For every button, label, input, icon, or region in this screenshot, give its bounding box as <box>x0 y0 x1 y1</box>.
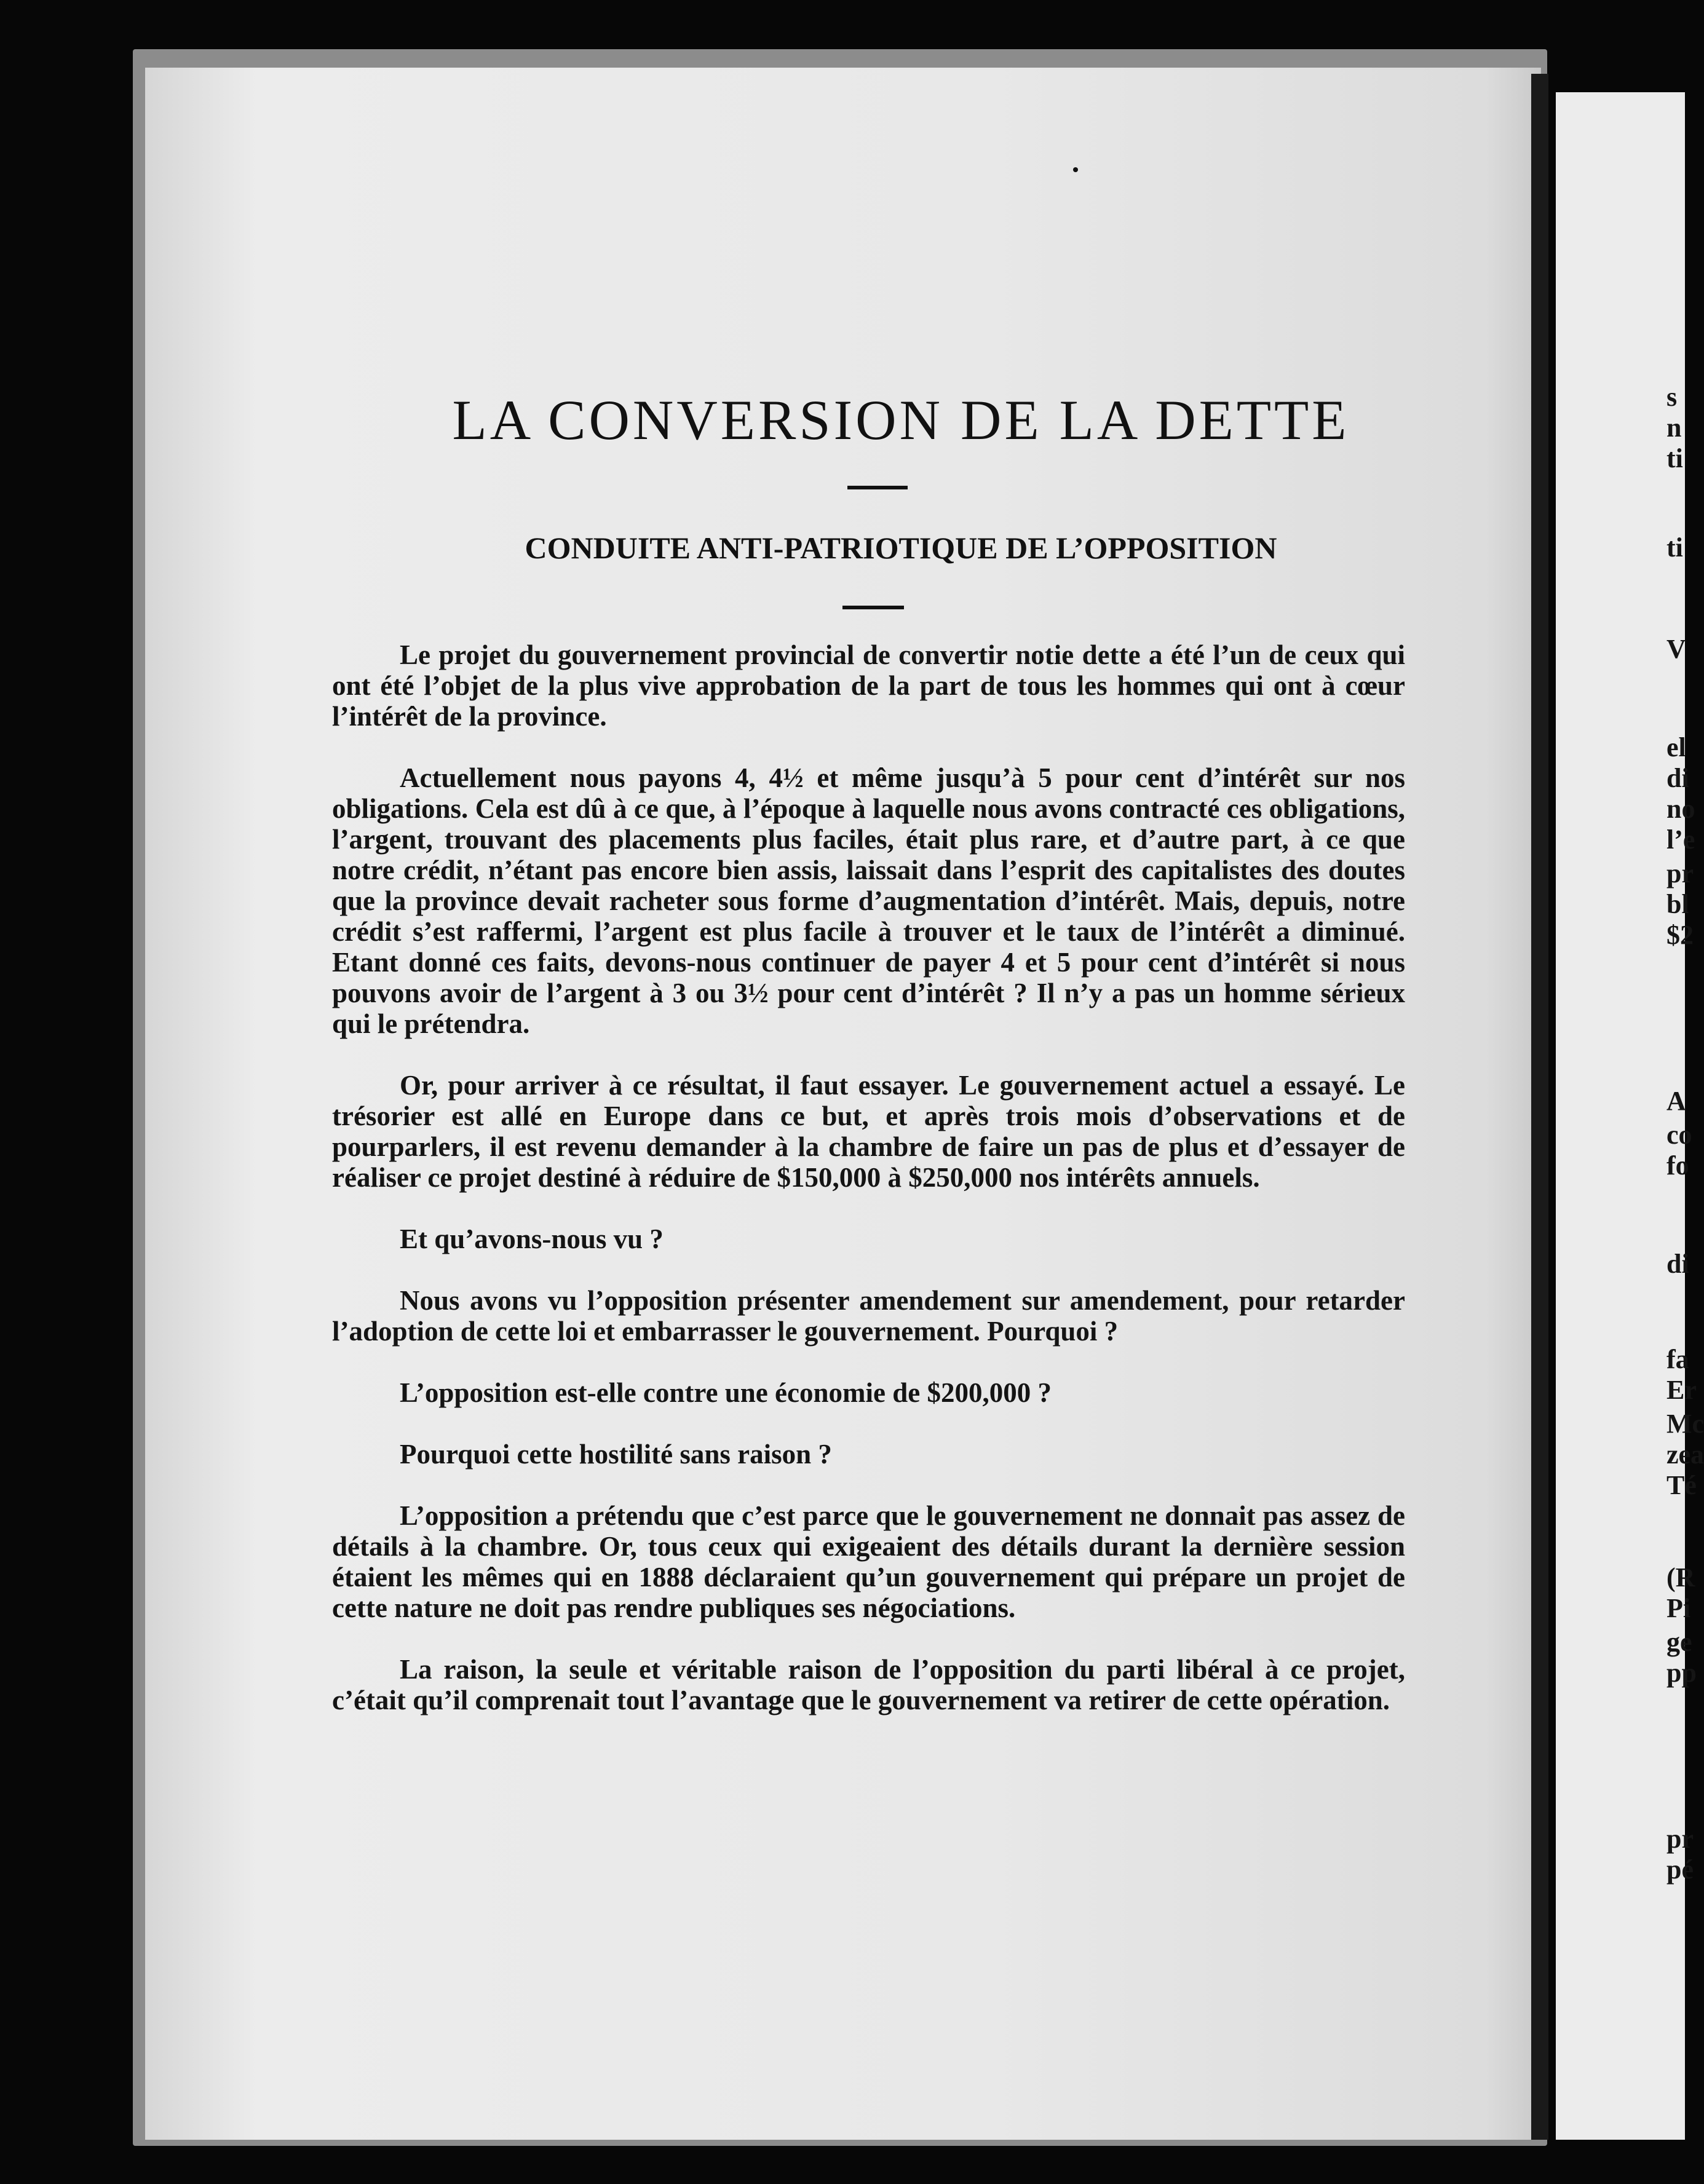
print-speck <box>1073 167 1078 172</box>
adjacent-page-fragment: fo <box>1666 1150 1689 1181</box>
paragraph: La raison, la seule et véritable raison de l’opposition du parti libéral à ce projet, c’était qu’il comprenait tout l’avantage que le gouvernement va retirer de cette opération. <box>332 1654 1405 1715</box>
adjacent-page-fragment: zea <box>1666 1439 1704 1470</box>
adjacent-page-fragment: pé <box>1666 1854 1694 1885</box>
adjacent-page-fragment: Té <box>1666 1470 1697 1500</box>
adjacent-page-fragment: ti <box>1666 532 1683 563</box>
page-subtitle: CONDUITE ANTI-PATRIOTIQUE DE L’OPPOSITION <box>525 531 1277 565</box>
page-title: LA CONVERSION DE LA DETTE <box>452 389 1350 451</box>
paragraph: Or, pour arriver à ce résultat, il faut essayer. Le gouvernement actuel a essayé. Le trésorier est allé en Europe dans ce but, et après trois mois d’observations et de pourparlers, il est revenu demander à la chambre de faire un pas de plus et d’essayer de réaliser ce projet destiné à réduire de $150,000 à $250,000 nos intérêts annuels. <box>332 1070 1405 1193</box>
adjacent-page-fragment: l’e <box>1666 825 1695 855</box>
paragraph: Actuellement nous payons 4, 4½ et même jusqu’à 5 pour cent d’intérêt sur nos obligations. Cela est dû à ce que, à l’époque à laquelle nous avons contracté ces obligations, l’argent, trouvant des placements plus faciles, était plus rare, et d’autre part, à ce que notre crédit, n’étant pas encore bien assis, laissait dans l’esprit des capitalistes des doutes que la province devait racheter sous forme d’augmentation d’intérêt. Mais, depuis, notre crédit s’est raffermi, l’argent est plus facile à trouver et le taux de l’intérêt a diminué. Etant donné ces faits, devons-nous continuer de payer 4 et 5 pour cent d’intérêt si nous pouvons avoir de l’argent à 3 ou 3½ pour cent d’intérêt ? Il n’y a pas un homme sérieux qui le prétendra. <box>332 762 1405 1039</box>
adjacent-page-fragment: (R <box>1666 1562 1695 1593</box>
adjacent-page-fragment: pp <box>1666 1658 1697 1688</box>
adjacent-page-fragment: V <box>1666 634 1686 664</box>
paragraph: Pourquoi cette hostilité sans raison ? <box>400 1439 832 1470</box>
subtitle-rule <box>842 606 904 609</box>
paragraph: Le projet du gouvernement provincial de convertir notie dette a été l’un de ceux qui ont été l’objet de la plus vive approbation de la part de tous les hommes qui ont à cœur l’intérêt de la province. <box>332 639 1405 732</box>
adjacent-page-fragment: fa <box>1666 1344 1689 1374</box>
adjacent-page-fragment: pr <box>1666 858 1694 888</box>
title-rule <box>847 486 908 489</box>
adjacent-page-fragment: di <box>1666 763 1689 793</box>
adjacent-page-fragment: co <box>1666 1120 1692 1150</box>
adjacent-page-fragment: pr <box>1666 1824 1694 1854</box>
binding-edge <box>1531 74 1548 2140</box>
paragraph: Et qu’avons-nous vu ? <box>400 1224 664 1254</box>
adjacent-page-fragment: no <box>1666 794 1695 824</box>
adjacent-page-fragment: Mc <box>1666 1409 1704 1439</box>
adjacent-page-fragment: ge <box>1666 1627 1692 1657</box>
adjacent-page-fragment: $2 <box>1666 920 1694 950</box>
article-body <box>332 639 1405 1746</box>
adjacent-page-fragment: n <box>1666 413 1682 443</box>
adjacent-page-fragment: di <box>1666 1249 1689 1279</box>
adjacent-page-fragment: bl <box>1666 889 1689 919</box>
adjacent-page-fragment: ti <box>1666 443 1683 473</box>
adjacent-page-fragment: Pi <box>1666 1593 1691 1623</box>
adjacent-page-fragment: Er <box>1666 1375 1697 1405</box>
adjacent-page-fragment: A <box>1666 1086 1686 1116</box>
paragraph: Nous avons vu l’opposition présenter amendement sur amendement, pour retarder l’adoption de cette loi et embarrasser le gouvernement. Pourquoi ? <box>332 1285 1405 1347</box>
paragraph: L’opposition a prétendu que c’est parce que le gouvernement ne donnait pas assez de détails à la chambre. Or, tous ceux qui exigeaient des détails durant la dernière session étaient les mêmes qui en 1888 déclaraient qu’un gouvernement qui prépare un projet de cette nature ne doit pas rendre publiques ses négociations. <box>332 1500 1405 1623</box>
adjacent-page-fragment: el <box>1666 732 1686 762</box>
adjacent-page-fragment: s <box>1666 382 1678 412</box>
paragraph: L’opposition est-elle contre une économie de $200,000 ? <box>400 1377 1052 1408</box>
